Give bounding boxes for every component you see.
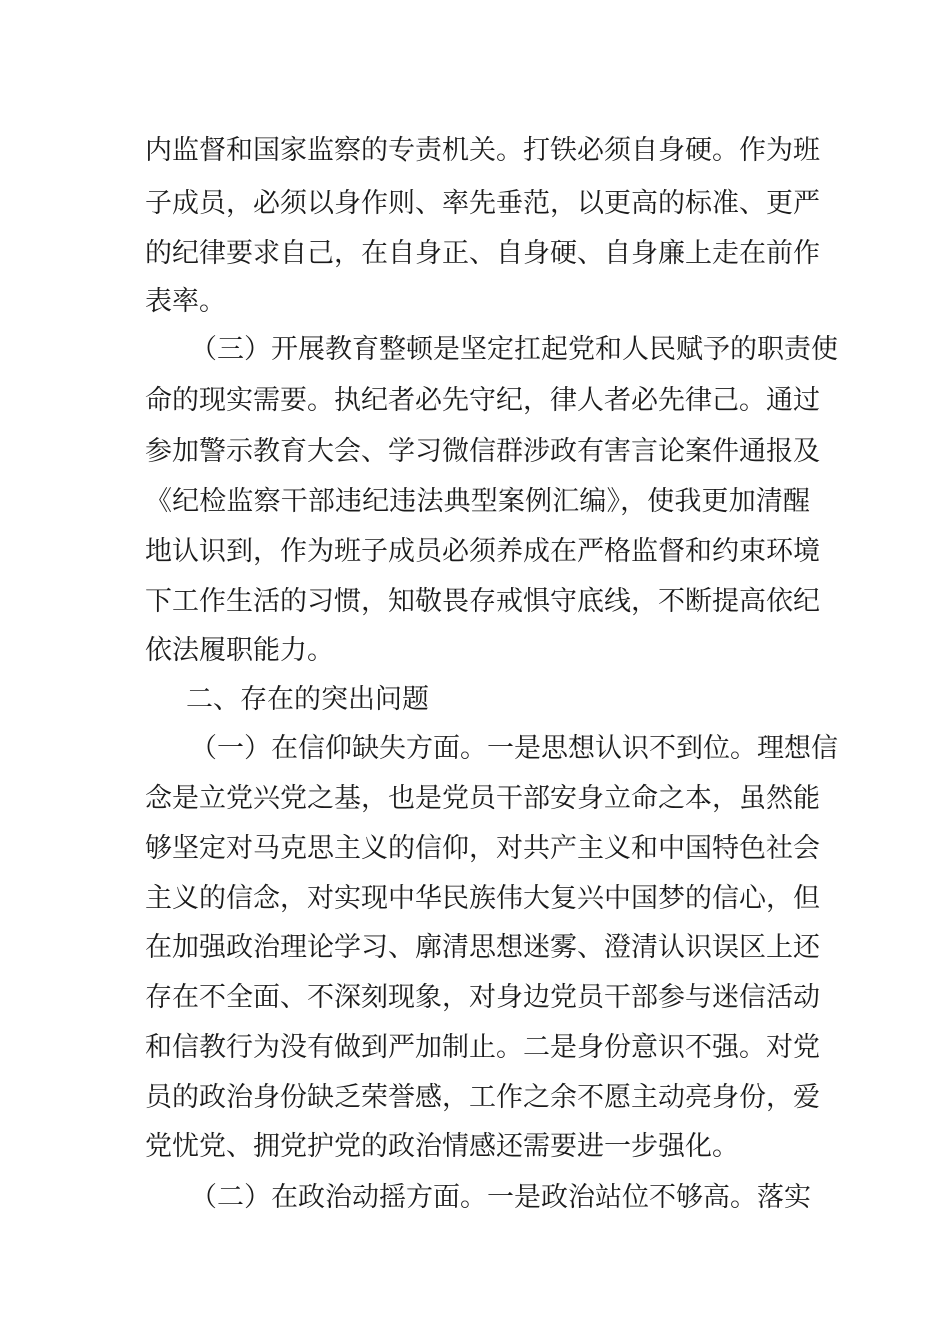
paragraph-line: 存在不全面、不深刻现象，对身边党员干部参与迷信活动: [145, 982, 820, 1013]
paragraph-line: 参加警示教育大会、学习微信群涉政有害言论案件通报及: [145, 436, 820, 467]
section-heading: 二、存在的突出问题: [186, 684, 429, 715]
paragraph-line: 命的现实需要。执纪者必先守纪，律人者必先律己。通过: [145, 385, 820, 416]
paragraph-line: 念是立党兴党之基，也是党员干部安身立命之本，虽然能: [145, 783, 820, 814]
paragraph-line: 党忧党、拥党护党的政治情感还需要进一步强化。: [145, 1131, 739, 1162]
paragraph-line: 《纪检监察干部违纪违法典型案例汇编》，使我更加清醒: [145, 486, 810, 517]
paragraph-line: 员的政治身份缺乏荣誉感，工作之余不愿主动亮身份，爱: [145, 1082, 820, 1113]
paragraph-line: 下工作生活的习惯，知敬畏存戒惧守底线，不断提高依纪: [145, 586, 820, 617]
paragraph-line: 主义的信念，对实现中华民族伟大复兴中国梦的信心，但: [145, 883, 820, 914]
paragraph-line: 够坚定对马克思主义的信仰，对共产主义和中国特色社会: [145, 833, 820, 864]
paragraph-line: （三）开展教育整顿是坚定扛起党和人民赋予的职责使: [190, 334, 838, 365]
paragraph-line: 在加强政治理论学习、廓清思想迷雾、澄清认识误区上还: [145, 932, 820, 963]
paragraph-line: （二）在政治动摇方面。一是政治站位不够高。落实: [190, 1182, 811, 1213]
paragraph-line: 表率。: [145, 286, 226, 317]
paragraph-line: 子成员，必须以身作则、率先垂范，以更高的标准、更严: [145, 188, 820, 219]
paragraph-line: 内监督和国家监察的专责机关。打铁必须自身硬。作为班: [145, 135, 820, 166]
paragraph-line: 地认识到，作为班子成员必须养成在严格监督和约束环境: [145, 536, 820, 567]
paragraph-line: （一）在信仰缺失方面。一是思想认识不到位。理想信: [190, 733, 838, 764]
paragraph-line: 的纪律要求自己，在自身正、自身硬、自身廉上走在前作: [145, 238, 820, 269]
paragraph-line: 依法履职能力。: [145, 635, 334, 666]
paragraph-line: 和信教行为没有做到严加制止。二是身份意识不强。对党: [145, 1032, 820, 1063]
